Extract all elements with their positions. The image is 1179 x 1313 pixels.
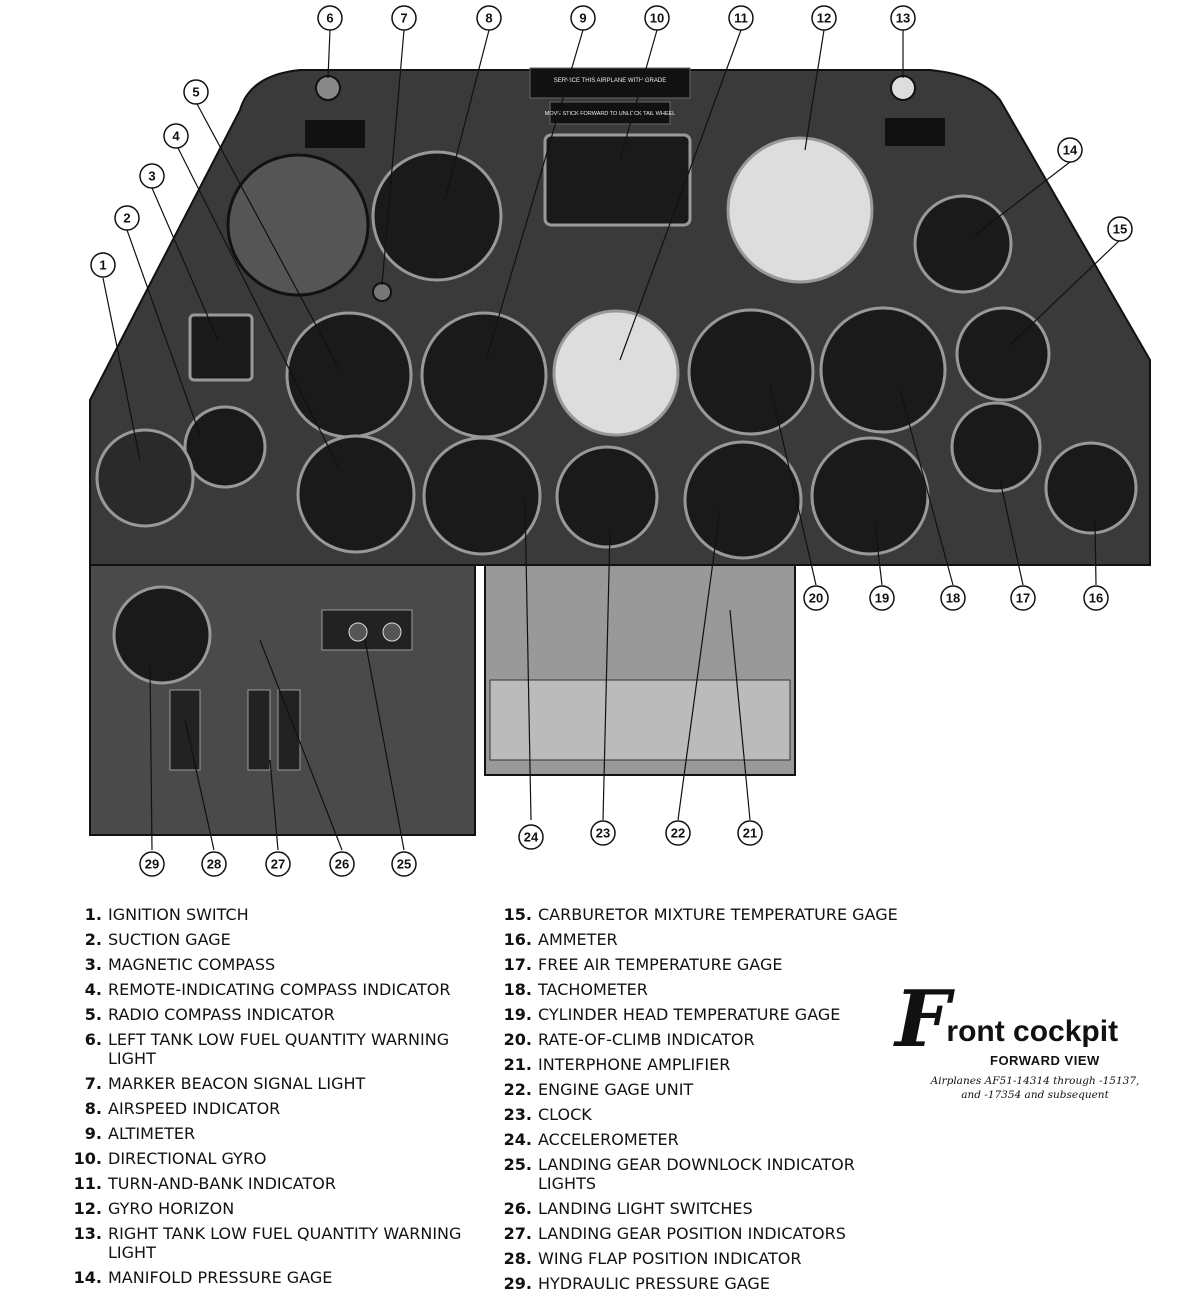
legend-item: [500, 905, 900, 924]
legend-label: LEFT TANK LOW FUEL QUANTITY WARNING LIGHT: [108, 1030, 450, 1068]
legend-number: 3.: [84, 955, 102, 974]
legend-item: [500, 1199, 900, 1218]
legend-number: 28.: [503, 1249, 532, 1268]
svg-text:18: 18: [945, 590, 961, 606]
directional-gyro: [545, 135, 690, 225]
legend-label: MARKER BEACON SIGNAL LIGHT: [108, 1074, 366, 1093]
legend-item: [70, 1199, 490, 1218]
landing-gear-indicator-left: [248, 690, 270, 770]
downlock-light-right: [383, 623, 401, 641]
legend-number: 26.: [503, 1199, 532, 1218]
legend-number: 11.: [73, 1174, 102, 1193]
legend-item: [500, 1224, 900, 1243]
legend-label: CYLINDER HEAD TEMPERATURE GAGE: [538, 1005, 841, 1024]
legend-left-column: [70, 905, 490, 1293]
title-initial: F: [895, 974, 951, 1065]
callout-3: [140, 164, 164, 188]
altimeter: [422, 313, 546, 437]
title-text: ront cockpit: [946, 1015, 1119, 1048]
callout-13: [891, 6, 915, 30]
legend-label: DIRECTIONAL GYRO: [108, 1149, 267, 1168]
legend-item: [70, 1030, 490, 1068]
title-block: [895, 974, 1175, 1102]
flap-indicator: [170, 690, 200, 770]
callout-26: [330, 852, 354, 876]
callout-2: [115, 206, 139, 230]
legend-item: [70, 1268, 490, 1287]
tachometer: [821, 308, 945, 432]
svg-text:19: 19: [874, 590, 890, 606]
svg-text:2: 2: [123, 210, 131, 226]
subtitle: FORWARD VIEW: [990, 1053, 1100, 1068]
callout-19: [870, 586, 894, 610]
legend-number: 1.: [84, 905, 102, 924]
callout-20: [804, 586, 828, 610]
legend-number: 17.: [503, 955, 532, 974]
legend-label: SUCTION GAGE: [108, 930, 231, 949]
callout-5: [184, 80, 208, 104]
callout-25: [392, 852, 416, 876]
legend-item: [70, 1099, 490, 1118]
legend-number: 15.: [503, 905, 532, 924]
legend-item: [500, 980, 900, 999]
svg-text:1: 1: [99, 257, 107, 273]
legend-number: 24.: [503, 1130, 532, 1149]
svg-text:7: 7: [400, 10, 408, 26]
svg-text:9: 9: [579, 10, 587, 26]
legend-item: [70, 1074, 490, 1093]
legend-number: 22.: [503, 1080, 532, 1099]
legend-number: 7.: [84, 1074, 102, 1093]
right-low-fuel-light[interactable]: [891, 76, 915, 100]
legend-item: [500, 1005, 900, 1024]
legend-label: LANDING LIGHT SWITCHES: [538, 1199, 753, 1218]
svg-text:8: 8: [485, 10, 493, 26]
clock: [557, 447, 657, 547]
legend-label: LANDING GEAR POSITION INDICATORS: [538, 1224, 846, 1243]
legend-item: [500, 1080, 900, 1099]
legend-number: 10.: [73, 1149, 102, 1168]
svg-text:28: 28: [206, 856, 222, 872]
accelerometer: [424, 438, 540, 554]
svg-text:27: 27: [270, 856, 286, 872]
legend-item: [500, 1105, 900, 1124]
callout-9: [571, 6, 595, 30]
legend-item: [500, 1030, 900, 1049]
callout-18: [941, 586, 965, 610]
magnetic-compass: [190, 315, 252, 380]
svg-text:24: 24: [523, 829, 539, 845]
callout-27: [266, 852, 290, 876]
svg-text:25: 25: [396, 856, 412, 872]
callout-10: [645, 6, 669, 30]
legend-number: 19.: [503, 1005, 532, 1024]
callout-1: [91, 253, 115, 277]
free-air-temp-gage: [952, 403, 1040, 491]
legend-number: 4.: [84, 980, 102, 999]
legend-item: [500, 1249, 900, 1268]
callout-4: [164, 124, 188, 148]
landing-gear-indicator-right: [278, 690, 300, 770]
legend-label: RIGHT TANK LOW FUEL QUANTITY WARNING LIGHT: [108, 1224, 462, 1262]
ammeter: [1046, 443, 1136, 533]
legend-item: [70, 1174, 490, 1193]
legend-label: MANIFOLD PRESSURE GAGE: [108, 1268, 333, 1287]
svg-text:12: 12: [816, 10, 832, 26]
legend-number: 13.: [73, 1224, 102, 1243]
airplane-applicability: [895, 1074, 1175, 1102]
svg-text:5: 5: [192, 84, 200, 100]
left-low-fuel-light[interactable]: [316, 76, 340, 100]
callout-6: [318, 6, 342, 30]
legend-label: GYRO HORIZON: [108, 1199, 235, 1218]
legend-label: MAGNETIC COMPASS: [108, 955, 276, 974]
legend-label: RATE-OF-CLIMB INDICATOR: [538, 1030, 755, 1049]
gyro-horizon: [728, 138, 872, 282]
legend-item: [500, 930, 900, 949]
legend-item: [500, 1130, 900, 1149]
legend-label: CARBURETOR MIXTURE TEMPERATURE GAGE: [538, 905, 898, 924]
legend-number: 29.: [503, 1274, 532, 1293]
carb-mixture-temp-gage: [957, 308, 1049, 400]
legend-label: INTERPHONE AMPLIFIER: [538, 1055, 731, 1074]
callout-11: [729, 6, 753, 30]
svg-text:6: 6: [326, 10, 334, 26]
legend-item: [70, 955, 490, 974]
legend-number: 9.: [84, 1124, 102, 1143]
svg-text:16: 16: [1088, 590, 1104, 606]
svg-text:23: 23: [595, 825, 611, 841]
svg-text:22: 22: [670, 825, 686, 841]
callout-23: [591, 821, 615, 845]
legend-item: [500, 1274, 900, 1293]
svg-text:15: 15: [1112, 221, 1128, 237]
legend-number: 20.: [503, 1030, 532, 1049]
legend-item: [70, 930, 490, 949]
legend-item: [500, 1055, 900, 1074]
legend-label: ACCELEROMETER: [538, 1130, 679, 1149]
tail-wheel-placard-text: MOVE STICK FORWARD TO UNLOCK TAIL WHEEL: [544, 111, 676, 117]
svg-text:10: 10: [649, 10, 665, 26]
legend-label: TURN-AND-BANK INDICATOR: [108, 1174, 336, 1193]
callout-8: [477, 6, 501, 30]
callout-17: [1011, 586, 1035, 610]
svg-text:29: 29: [144, 856, 160, 872]
legend-label: AMMETER: [538, 930, 618, 949]
right-low-fuel-placard: [885, 118, 945, 146]
manifold-pressure-gage: [915, 196, 1011, 292]
cylinder-head-temp-gage: [812, 438, 928, 554]
legend-label: WING FLAP POSITION INDICATOR: [538, 1249, 802, 1268]
legend-number: 25.: [503, 1155, 532, 1174]
legend-item: [70, 1124, 490, 1143]
svg-text:20: 20: [808, 590, 824, 606]
radio-compass-indicator: [287, 313, 411, 437]
svg-text:13: 13: [895, 10, 911, 26]
legend-label: RADIO COMPASS INDICATOR: [108, 1005, 335, 1024]
legend-label: HYDRAULIC PRESSURE GAGE: [538, 1274, 770, 1293]
service-placard-text: SERVICE THIS AIRPLANE WITH GRADE: [553, 78, 667, 84]
callout-29: [140, 852, 164, 876]
legend-label: TACHOMETER: [538, 980, 648, 999]
blank-instrument-hole: [228, 155, 368, 295]
callout-28: [202, 852, 226, 876]
legend-label: LANDING GEAR DOWNLOCK INDICATOR LIGHTS: [538, 1155, 855, 1193]
legend-label: AIRSPEED INDICATOR: [108, 1099, 281, 1118]
legend-item: [70, 1149, 490, 1168]
callout-24: [519, 825, 543, 849]
legend-label: ALTIMETER: [108, 1124, 196, 1143]
legend-label: CLOCK: [538, 1105, 592, 1124]
callout-16: [1084, 586, 1108, 610]
turn-and-bank-indicator: [554, 311, 678, 435]
callout-12: [812, 6, 836, 30]
callout-21: [738, 821, 762, 845]
legend-item: [70, 905, 490, 924]
suction-gage: [185, 407, 265, 487]
downlock-light-left: [349, 623, 367, 641]
legend-number: 14.: [73, 1268, 102, 1287]
legend-item: [70, 1224, 490, 1262]
legend-number: 2.: [84, 930, 102, 949]
legend-number: 18.: [503, 980, 532, 999]
callout-15: [1108, 217, 1132, 241]
svg-text:14: 14: [1062, 142, 1078, 158]
legend-number: 23.: [503, 1105, 532, 1124]
callout-7: [392, 6, 416, 30]
ignition-switch[interactable]: [97, 430, 193, 526]
callout-22: [666, 821, 690, 845]
legend-item: [500, 955, 900, 974]
svg-text:11: 11: [734, 10, 748, 26]
legend-item: [70, 980, 490, 999]
legend-label: IGNITION SWITCH: [108, 905, 249, 924]
hydraulic-pressure-gage: [114, 587, 210, 683]
legend-number: 6.: [84, 1030, 102, 1049]
legend-number: 12.: [73, 1199, 102, 1218]
legend-item: [500, 1155, 900, 1193]
legend-number: 27.: [503, 1224, 532, 1243]
remote-compass-indicator: [298, 436, 414, 552]
legend-number: 16.: [503, 930, 532, 949]
interphone-amplifier-box: [490, 680, 790, 760]
legend-number: 21.: [503, 1055, 532, 1074]
callout-14: [1058, 138, 1082, 162]
legend-right-column: [500, 905, 900, 1299]
airplanes-line-2: and -17354 and subsequent: [961, 1089, 1109, 1101]
svg-text:4: 4: [172, 128, 180, 144]
legend-item: [70, 1005, 490, 1024]
rate-of-climb-indicator: [689, 310, 813, 434]
airplanes-line-1: Airplanes AF51-14314 through -15137,: [930, 1075, 1140, 1087]
legend-label: FREE AIR TEMPERATURE GAGE: [538, 955, 783, 974]
legend-label: REMOTE-INDICATING COMPASS INDICATOR: [108, 980, 451, 999]
legend-label: ENGINE GAGE UNIT: [538, 1080, 694, 1099]
marker-beacon-light[interactable]: [373, 283, 391, 301]
legend-number: 8.: [84, 1099, 102, 1118]
engine-gage-unit: [685, 442, 801, 558]
left-low-fuel-placard: [305, 120, 365, 148]
svg-text:26: 26: [334, 856, 350, 872]
svg-text:17: 17: [1015, 590, 1031, 606]
legend-number: 5.: [84, 1005, 102, 1024]
svg-text:3: 3: [148, 168, 156, 184]
svg-text:21: 21: [742, 825, 758, 841]
